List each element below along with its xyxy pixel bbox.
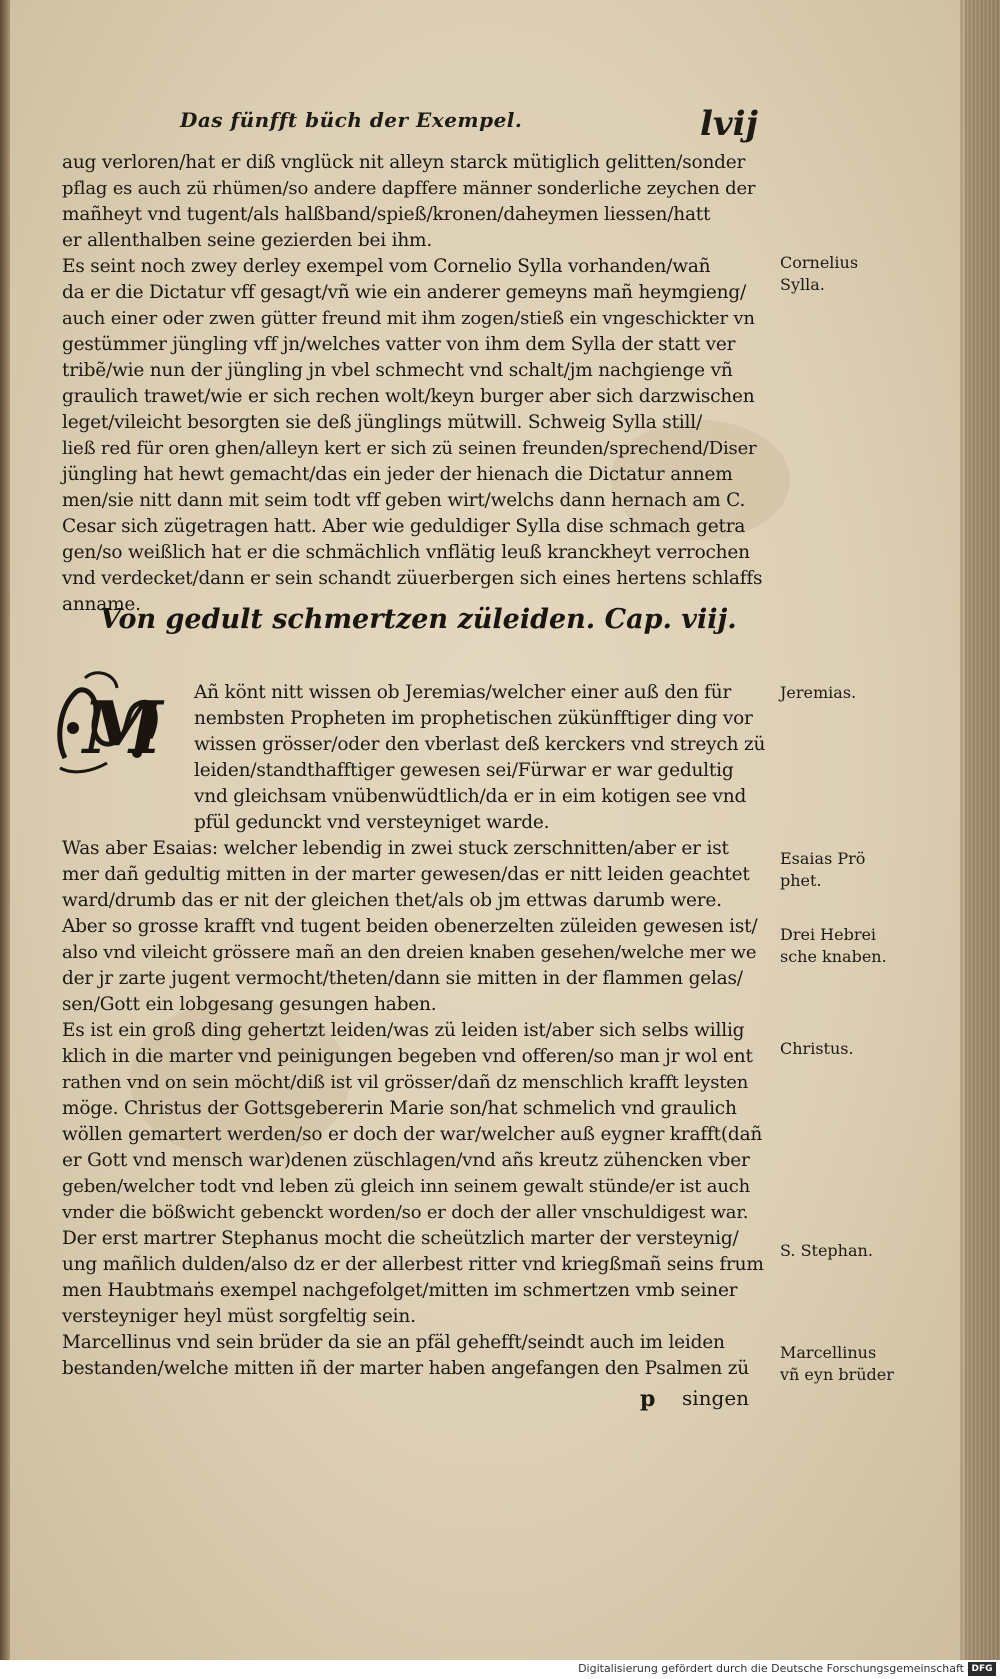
initial-ornament-icon <box>45 658 170 783</box>
margin-note-stephan <box>780 1240 930 1262</box>
text-line: versteyniger heyl müst sorgfeltig sein. <box>62 1306 416 1327</box>
margin-note-line: Esaias Prö <box>780 849 866 868</box>
text-line: Añ könt nitt wissen ob Jeremias/welcher einer auß den für <box>194 682 732 703</box>
text-line: vnd verdecket/dann er sein schandt züuerbergen sich eines hertens schlaffs <box>62 568 763 589</box>
text-line: Aber so grosse krafft vnd tugent beiden obenerzelten züleiden gewesen ist/ <box>62 916 758 937</box>
decorated-initial <box>45 658 170 783</box>
margin-note-line: S. Stephan. <box>780 1241 873 1260</box>
text-line: der jr zarte jugent vermocht/theten/dann sie mitten in der flammen gelas/ <box>62 968 743 989</box>
margin-note-cornelius <box>780 252 930 296</box>
text-line: Es ist ein groß ding gehertzt leiden/was zü leiden ist/aber sich selbs willig <box>62 1020 745 1041</box>
footer-credit: Digitalisierung gefördert durch die Deutsche Forschungsgemeinschaft <box>578 1662 964 1675</box>
text-line: pfül gedunckt vnd versteyniget warde. <box>194 812 550 833</box>
margin-note-line: sche knaben. <box>780 947 887 966</box>
text-line: anname. <box>62 594 141 615</box>
margin-note-line: Sylla. <box>780 275 825 294</box>
text-line: leiden/standthafftiger gewesen sei/Fürwar er war gedultig <box>194 760 734 781</box>
margin-note-line: Cornelius <box>780 253 859 272</box>
margin-note-jeremias <box>780 682 930 704</box>
text-line: auch einer oder zwen gütter freund mit ihm zogen/stieß ein vngeschickter vn <box>62 308 755 329</box>
text-line: er allenthalben seine gezierden bei ihm. <box>62 230 433 251</box>
signature-mark: p <box>640 1386 656 1412</box>
text-line: mer dañ gedultig mitten in der marter gewesen/das er nitt leiden geachtet <box>62 864 750 885</box>
text-line: vnder die bößwicht gebenckt worden/so er doch der aller vnschuldigest war. <box>62 1202 749 1223</box>
margin-note-line: Jeremias. <box>780 683 857 702</box>
text-line: klich in die marter vnd peinigungen begeben vnd offeren/so man jr wol ent <box>62 1046 753 1067</box>
text-line: sen/Gott ein lobgesang gesungen haben. <box>62 994 437 1015</box>
text-line: rathen vnd on sein möcht/diß ist vil grösser/dañ dz menschlich krafft leysten <box>62 1072 749 1093</box>
text-line: aug verloren/hat er diß vnglück nit alleyn starck mütiglich gelitten/sonder <box>62 152 746 173</box>
text-line: möge. Christus der Gottsgebererin Marie son/hat schmelich vnd graulich <box>62 1098 737 1119</box>
text-line: vnd gleichsam vnübenwüdtlich/da er in eim kotigen see vnd <box>194 786 747 807</box>
text-line: er Gott vnd mensch war)denen züschlagen/vnd añs kreutz zühencken vber <box>62 1150 750 1171</box>
text-line: geben/welcher todt vnd leben zü gleich inn seinem gewalt stünde/er ist auch <box>62 1176 751 1197</box>
margin-note-christus <box>780 1038 930 1060</box>
text-line: ward/drumb das er nit der gleichen thet/als ob jm ettwas darumb were. <box>62 890 722 911</box>
folio-number: lvij <box>700 104 758 144</box>
margin-note-line: phet. <box>780 871 822 890</box>
page-edges <box>960 0 1000 1660</box>
text-line: jüngling hat hewt gemacht/das ein jeder der hienach die Dictatur annem <box>62 464 733 485</box>
text-line: pflag es auch zü rhümen/so andere dapffere männer sonderliche zeychen der <box>62 178 756 199</box>
text-line: Marcellinus vnd sein brüder da sie an pfäl gehefft/seindt auch im leiden <box>62 1332 725 1353</box>
margin-note-line: Marcellinus <box>780 1343 877 1362</box>
text-line: men Haubtmaṅs exempel nachgefolget/mitten im schmertzen vmb seiner <box>62 1280 738 1301</box>
text-line: Der erst martrer Stephanus mocht die scheützlich marter der versteynig/ <box>62 1228 739 1249</box>
text-line: tribẽ/wie nun der jüngling jn vbel schmecht vnd schalt/jm nachgienge vñ <box>62 360 733 381</box>
margin-note-hebrew-boys <box>780 924 930 968</box>
margin-note-marcellinus <box>780 1342 930 1386</box>
margin-note-line: Christus. <box>780 1039 854 1058</box>
text-line: da er die Dictatur vff gesagt/vñ wie ein anderer gemeyns mañ heymgieng/ <box>62 282 746 303</box>
text-line: graulich trawet/wie er sich rechen wolt/keyn burger aber sich darzwischen <box>62 386 755 407</box>
text-line: wöllen gemartert werden/so er doch der war/welcher auß eygner krafft(dañ <box>62 1124 763 1145</box>
dfg-logo-icon: DFG <box>968 1662 996 1676</box>
text-line: gen/so weißlich hat er die schmächlich vnflätig leuß kranckheyt verrochen <box>62 542 750 563</box>
text-line: Cesar sich zügetragen hatt. Aber wie geduldiger Sylla dise schmach getra <box>62 516 746 537</box>
text-line: men/sie nitt dann mit seim todt vff geben wirt/welchs dann hernach am C. <box>62 490 746 511</box>
catchword: singen <box>682 1386 750 1410</box>
text-line: Was aber Esaias: welcher lebendig in zwei stuck zerschnitten/aber er ist <box>62 838 729 859</box>
text-line: nembsten Propheten im prophetischen zükünfftiger ding vor <box>194 708 753 729</box>
text-line: bestanden/welche mitten iñ der marter haben angefangen den Psalmen zü <box>62 1358 749 1379</box>
text-line: gestümmer jüngling vff jn/welches vatter von ihm dem Sylla der statt ver <box>62 334 736 355</box>
footer-bar <box>0 1660 1000 1679</box>
text-line: also vnd vileicht grössere mañ an den dreien knaben gesehen/welche mer we <box>62 942 757 963</box>
text-line: ung mañlich dulden/also dz er der allerbest ritter vnd kriegßmañ seins frum <box>62 1254 764 1275</box>
text-line: mañheyt vnd tugent/als halßband/spieß/kronen/daheymen liessen/hatt <box>62 204 711 225</box>
margin-note-esaias <box>780 848 930 892</box>
text-line: ließ red für oren ghen/alleyn kert er sich zü seinen freunden/sprechend/Diser <box>62 438 757 459</box>
text-line: leget/vileicht besorgten sie deß jünglings mütwill. Schweig Sylla still/ <box>62 412 702 433</box>
margin-note-line: Drei Hebrei <box>780 925 877 944</box>
chapter-heading: Von gedult schmertzen züleiden. Cap. viij. <box>100 604 737 635</box>
running-title: Das fünfft büch der Exempel. <box>180 108 523 132</box>
margin-note-line: vñ eyn brüder <box>780 1365 894 1384</box>
text-line: Es seint noch zwey derley exempel vom Cornelio Sylla vorhanden/wañ <box>62 256 711 277</box>
text-line: wissen grösser/oder den vberlast deß kerckers vnd streych zü <box>194 734 766 755</box>
initial-letter: M <box>83 685 163 770</box>
